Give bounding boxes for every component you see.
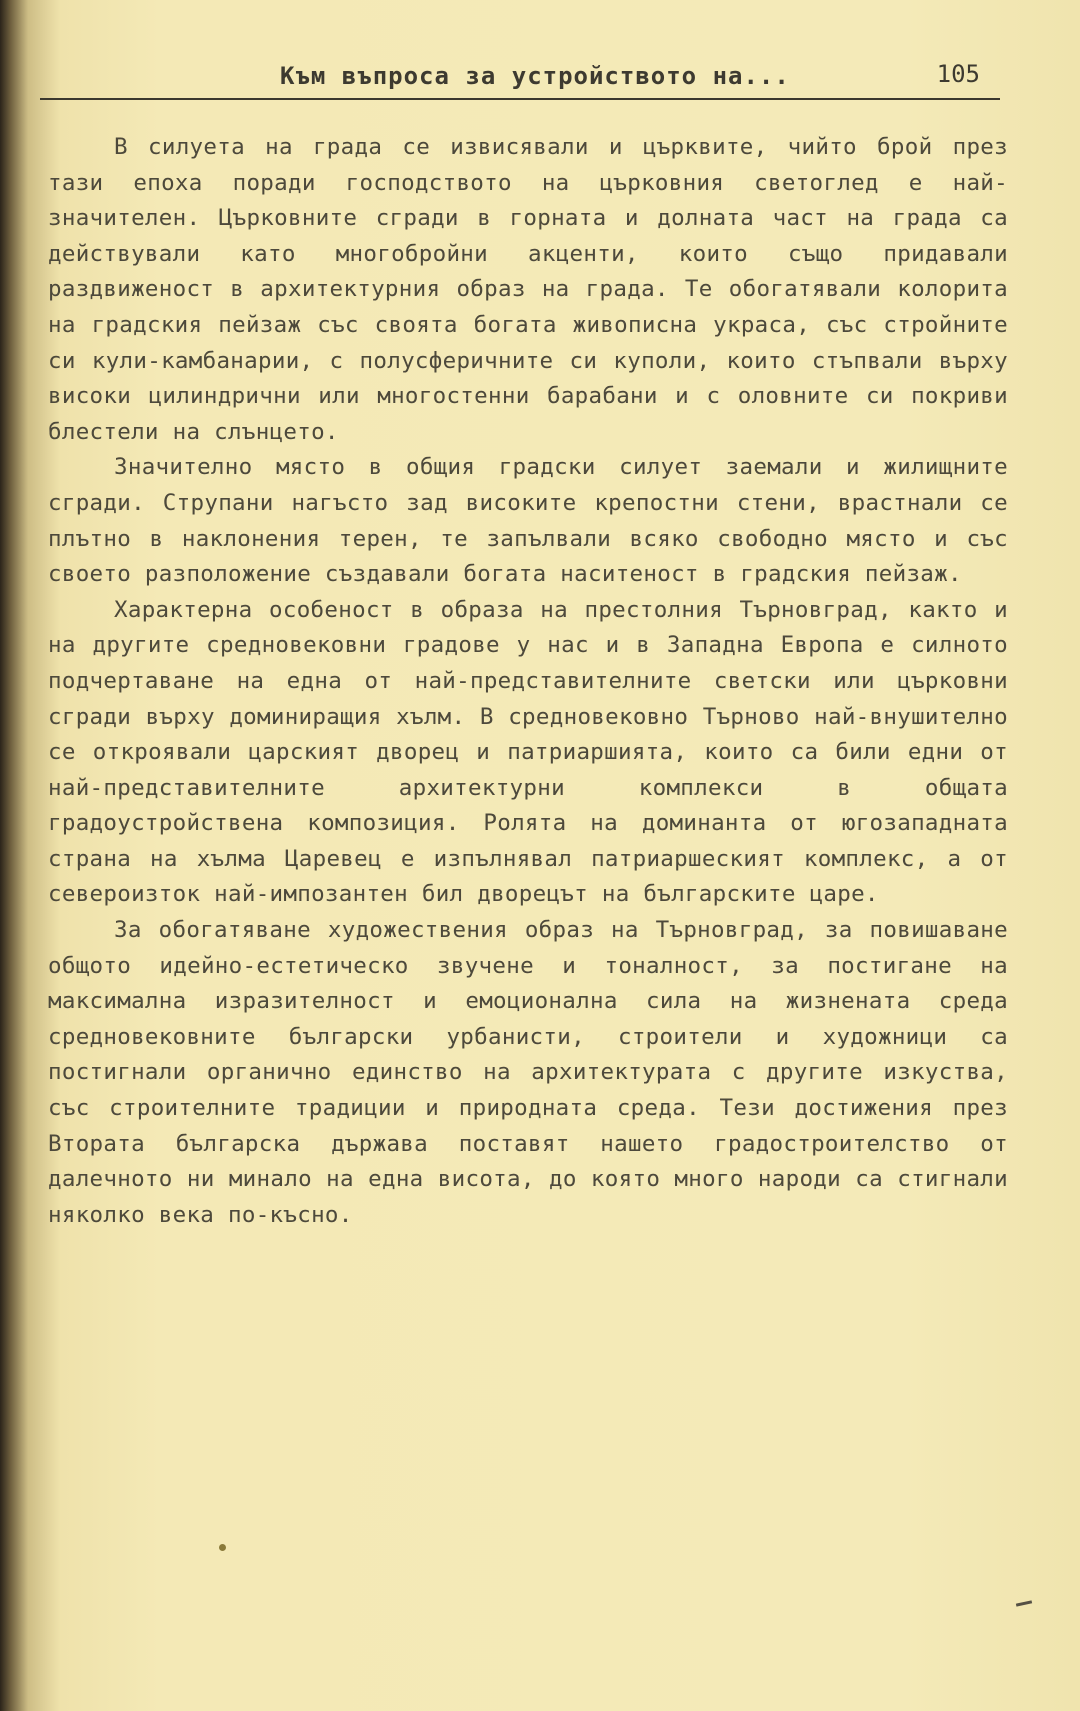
running-title: Към въпроса за устройството на... (280, 62, 790, 90)
page-header (40, 60, 1000, 100)
paragraph-1: В силуета на града се извисявали и църквите, чийто брой през тази епоха поради господството на църковния светоглед е най-значителен. Църковните сгради в горната и долната част на града са действували като многобройни акценти, които също придавали раздвиженост в архитектурния образ на града. Те обогатявали колорита на градския пейзаж със своята богата живописна украса, със стройните си кули-камбанарии, с полусферичните си куполи, които стъпвали върху високи цилиндрични или многостенни барабани и с оловните си покриви блестели на слънцето. (48, 134, 1008, 445)
paragraph-3: Характерна особеност в образа на престолния Търновград, както и на другите средновековни градове у нас и в Западна Европа е силното подчертаване на една от най-представителните светски или църковни сгради върху доминиращия хълм. В средновековно Търново най-внушително се откроявали царският дворец и патриаршията, които са били едни от най-представителните архитектурни комплекси в общата градоустройствена композиция. Ролята на доминанта от югозападната страна на хълма Царевец е изпълнявал патриаршеският комплекс, а от североизток най-импозантен бил дворецът на българските царе. (48, 596, 1008, 908)
ink-dot-mark (219, 1544, 226, 1551)
ink-dash-mark (1016, 1600, 1032, 1606)
page-number: 105 (936, 60, 980, 88)
body-text (48, 130, 1008, 1233)
paragraph-2: Значително място в общия градски силует заемали и жилищните сгради. Струпани нагъсто зад високите крепостни стени, врастнали се плътно в наклонения терен, те запълвали всяко свободно място и със своето разположение създавали богата наситеност в градския пейзаж. (48, 454, 1008, 588)
paragraph-4: За обогатяване художествения образ на Търновград, за повишаване общото идейно-естетическо звучене и тоналност, за постигане на максимална изразителност и емоционална сила на жизнената среда средновековните български урбанисти, строители и художници са постигнали органично единство на архитектурата с другите изкуства, със строителните традиции и природната среда. Тези достижения през Втората българска държава поставят нашето градостроителство от далечното ни минало на една висота, до която много народи са стигнали няколко века по-късно. (48, 917, 1008, 1228)
